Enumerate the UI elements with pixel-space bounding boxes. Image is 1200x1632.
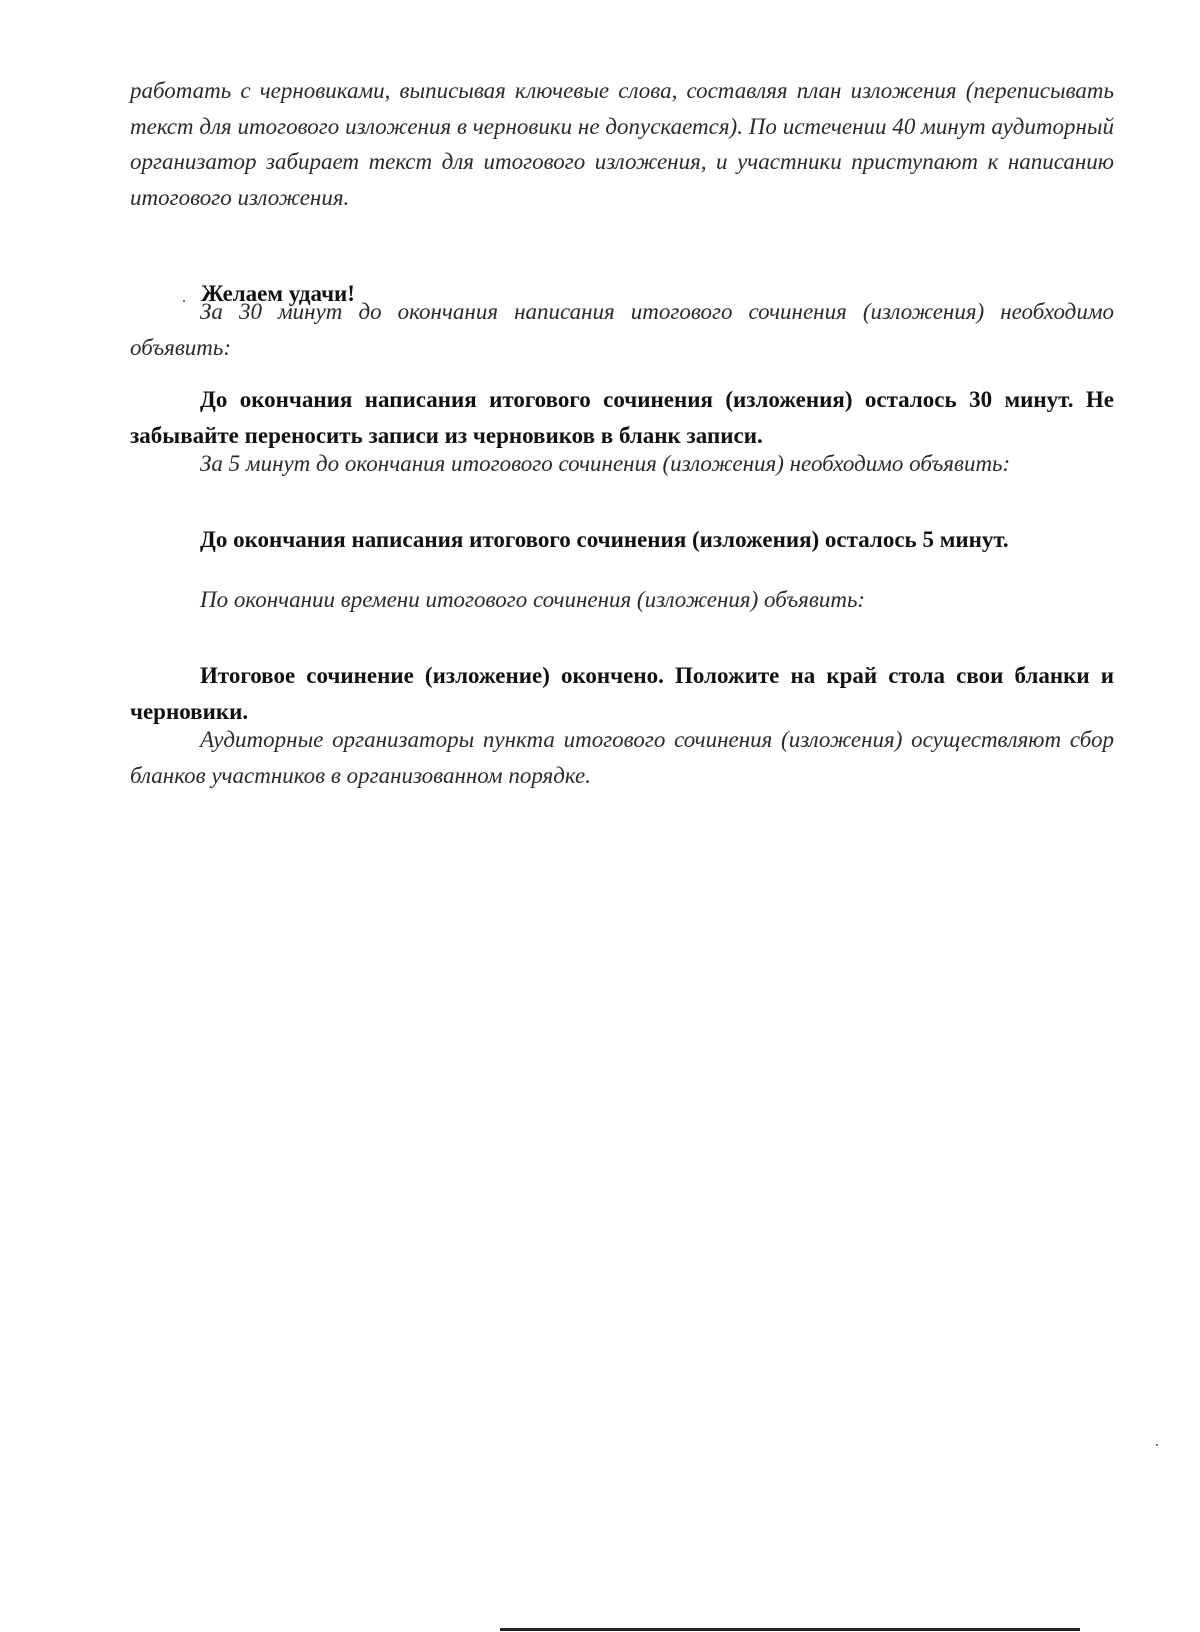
closing-note: Аудиторные организаторы пункта итогового сочинения (изложения) осуществляют сбор бланков участников в организованном порядке. bbox=[130, 727, 1114, 788]
scan-speck bbox=[1156, 1444, 1158, 1446]
heading-good-luck: Желаем удачи! bbox=[201, 281, 355, 306]
announcement-30-minutes: До окончания написания итогового сочинения (изложения) осталось 30 минут. Не забывайте переносить записи из черновиков в бланк записи. bbox=[130, 387, 1114, 448]
scan-edge-line bbox=[500, 1628, 1080, 1631]
instruction-30-minutes: За 30 минут до окончания написания итогового сочинения (изложения) необходимо объявить: bbox=[130, 299, 1114, 360]
paragraph-drafts-instructions: работать с черновиками, выписывая ключевые слова, составляя план изложения (переписывать текст для итогового изложения в черновики не допускается). По истечении 40 минут аудиторный организатор забирает текст для итогового изложения, и участники приступают к написанию итогового изложения. bbox=[130, 78, 1114, 210]
announcement-end: Итоговое сочинение (изложение) окончено. Положите на край стола свои бланки и черновики. bbox=[130, 663, 1114, 724]
scan-speck bbox=[183, 300, 185, 302]
announcement-5-minutes: До окончания написания итогового сочинения (изложения) осталось 5 минут. bbox=[200, 527, 1009, 552]
instruction-end: По окончании времени итогового сочинения (изложения) объявить: bbox=[200, 587, 866, 612]
instruction-5-minutes: За 5 минут до окончания итогового сочинения (изложения) необходимо объявить: bbox=[200, 451, 1011, 476]
